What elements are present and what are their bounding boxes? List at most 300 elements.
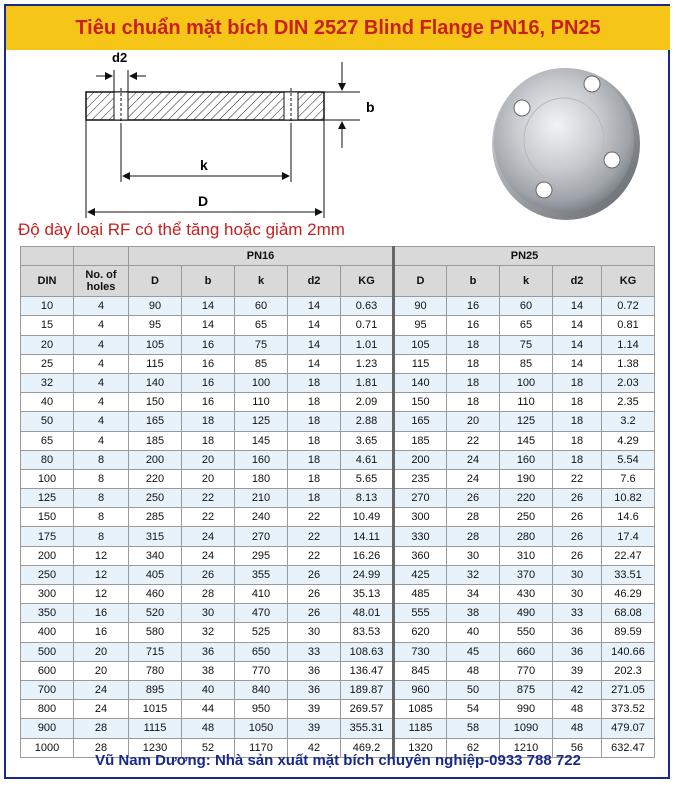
table-cell: 48 — [182, 719, 235, 738]
table-cell: 65 — [500, 316, 553, 335]
table-cell: 105 — [394, 335, 447, 354]
table-cell: 16 — [74, 604, 129, 623]
table-cell: 32 — [182, 623, 235, 642]
table-row — [21, 546, 655, 565]
table-cell: 16 — [182, 354, 235, 373]
table-cell: 0.72 — [602, 297, 655, 316]
table-cell: 39 — [288, 719, 341, 738]
table-cell: 220 — [500, 489, 553, 508]
table-cell: 30 — [553, 565, 602, 584]
table-cell: 200 — [21, 546, 74, 565]
table-cell: 90 — [129, 297, 182, 316]
table-cell: 840 — [235, 680, 288, 699]
table-cell: 1.38 — [602, 354, 655, 373]
table-cell: 28 — [74, 719, 129, 738]
table-cell: 24 — [182, 546, 235, 565]
table-cell: 75 — [500, 335, 553, 354]
table-cell: 845 — [394, 661, 447, 680]
table-cell: 14 — [288, 316, 341, 335]
table-cell: 24 — [74, 680, 129, 699]
table-row — [21, 297, 655, 316]
column-header: KG — [341, 266, 394, 297]
table-cell: 202.3 — [602, 661, 655, 680]
table-cell: 8 — [74, 508, 129, 527]
table-cell: 95 — [394, 316, 447, 335]
table-cell: 15 — [21, 316, 74, 335]
table-cell: 8 — [74, 527, 129, 546]
table-cell: 90 — [394, 297, 447, 316]
table-cell: 1170 — [235, 738, 288, 757]
table-cell: 145 — [500, 431, 553, 450]
table-cell: 140 — [129, 373, 182, 392]
table-cell: 430 — [500, 585, 553, 604]
table-cell: 24 — [447, 469, 500, 488]
table-cell: 1185 — [394, 719, 447, 738]
table-cell: 30 — [288, 623, 341, 642]
table-cell: 25 — [21, 354, 74, 373]
table-cell: 485 — [394, 585, 447, 604]
table-cell: 4 — [74, 297, 129, 316]
table-cell: 20 — [21, 335, 74, 354]
table-cell: 24 — [447, 450, 500, 469]
table-cell: 14 — [288, 335, 341, 354]
table-cell: 140 — [394, 373, 447, 392]
table-cell: 18 — [288, 450, 341, 469]
table-cell: 270 — [235, 527, 288, 546]
table-cell: 220 — [129, 469, 182, 488]
table-cell: 22 — [182, 508, 235, 527]
table-cell: 400 — [21, 623, 74, 642]
table-row — [21, 431, 655, 450]
table-cell: 14.11 — [341, 527, 394, 546]
table-cell: 800 — [21, 700, 74, 719]
table-cell: 24 — [74, 700, 129, 719]
table-cell: 280 — [500, 527, 553, 546]
table-row — [21, 393, 655, 412]
table-cell: 36 — [553, 623, 602, 642]
table-cell: 1.01 — [341, 335, 394, 354]
table-row — [21, 316, 655, 335]
table-cell: 150 — [129, 393, 182, 412]
table-cell: 285 — [129, 508, 182, 527]
table-cell: 24 — [182, 527, 235, 546]
table-cell: 125 — [500, 412, 553, 431]
table-cell: 18 — [288, 373, 341, 392]
page-title: Tiêu chuẩn mặt bích DIN 2527 Blind Flange PN16, PN25 — [75, 16, 601, 39]
table-cell: 730 — [394, 642, 447, 661]
table-cell: 8 — [74, 489, 129, 508]
table-cell: 62 — [447, 738, 500, 757]
table-cell: 373.52 — [602, 700, 655, 719]
table-cell: 40 — [21, 393, 74, 412]
table-cell: 632.47 — [602, 738, 655, 757]
table-cell: 175 — [21, 527, 74, 546]
table-cell: 36 — [553, 642, 602, 661]
table-cell: 5.65 — [341, 469, 394, 488]
table-cell: 18 — [447, 393, 500, 412]
table-cell: 26 — [553, 546, 602, 565]
table-cell: 18 — [447, 373, 500, 392]
group-header-pn16: PN16 — [129, 247, 394, 266]
table-cell: 42 — [553, 680, 602, 699]
table-cell: 2.35 — [602, 393, 655, 412]
table-cell: 44 — [182, 700, 235, 719]
table-row — [21, 335, 655, 354]
table-cell: 4 — [74, 393, 129, 412]
table-cell: 20 — [447, 412, 500, 431]
table-cell: 500 — [21, 642, 74, 661]
table-cell: 300 — [21, 585, 74, 604]
table-row — [21, 623, 655, 642]
table-cell: 30 — [447, 546, 500, 565]
table-cell: 18 — [182, 412, 235, 431]
table-cell: 525 — [235, 623, 288, 642]
table-cell: 108.63 — [341, 642, 394, 661]
table-cell: 185 — [394, 431, 447, 450]
table-cell: 38 — [447, 604, 500, 623]
table-cell: 14 — [553, 335, 602, 354]
table-cell: 410 — [235, 585, 288, 604]
header-spacer — [21, 247, 74, 266]
table-cell: 22 — [288, 508, 341, 527]
table-row — [21, 585, 655, 604]
column-header: d2 — [553, 266, 602, 297]
table-cell: 65 — [235, 316, 288, 335]
table-cell: 700 — [21, 680, 74, 699]
table-cell: 48 — [447, 661, 500, 680]
table-cell: 295 — [235, 546, 288, 565]
flange-spec-table — [20, 246, 655, 758]
table-cell: 18 — [288, 489, 341, 508]
table-cell: 650 — [235, 642, 288, 661]
table-cell: 1090 — [500, 719, 553, 738]
table-cell: 600 — [21, 661, 74, 680]
table-group-header-row — [21, 247, 655, 266]
footer-contact: Vũ Nam Dương: Nhà sản xuất mặt bích chuyên nghiệp-0933 788 722 — [95, 752, 581, 769]
table-cell: 14 — [288, 297, 341, 316]
table-cell: 900 — [21, 719, 74, 738]
table-cell: 26 — [288, 565, 341, 584]
table-cell: 115 — [394, 354, 447, 373]
table-cell: 36 — [288, 661, 341, 680]
column-header: b — [182, 266, 235, 297]
table-cell: 28 — [74, 738, 129, 757]
table-cell: 26 — [553, 527, 602, 546]
table-row — [21, 700, 655, 719]
table-cell: 105 — [129, 335, 182, 354]
title-banner — [6, 6, 670, 50]
table-cell: 360 — [394, 546, 447, 565]
table-cell: 100 — [235, 373, 288, 392]
table-cell: 60 — [235, 297, 288, 316]
table-cell: 100 — [21, 469, 74, 488]
table-cell: 18 — [553, 373, 602, 392]
table-cell: 960 — [394, 680, 447, 699]
table-row — [21, 604, 655, 623]
table-cell: 16 — [447, 297, 500, 316]
table-cell: 33.51 — [602, 565, 655, 584]
table-cell: 315 — [129, 527, 182, 546]
table-cell: 20 — [74, 661, 129, 680]
table-cell: 250 — [21, 565, 74, 584]
table-cell: 8.13 — [341, 489, 394, 508]
table-cell: 39 — [288, 700, 341, 719]
column-header: b — [447, 266, 500, 297]
table-cell: 310 — [500, 546, 553, 565]
table-cell: 479.07 — [602, 719, 655, 738]
table-cell: 190 — [500, 469, 553, 488]
b-label: b — [366, 99, 375, 115]
column-header: D — [394, 266, 447, 297]
table-cell: 555 — [394, 604, 447, 623]
table-cell: 28 — [447, 527, 500, 546]
column-header: KG — [602, 266, 655, 297]
table-cell: 1050 — [235, 719, 288, 738]
table-cell: 770 — [500, 661, 553, 680]
table-cell: 18 — [182, 431, 235, 450]
table-row — [21, 373, 655, 392]
table-cell: 1015 — [129, 700, 182, 719]
table-cell: 8 — [74, 469, 129, 488]
table-cell: 355.31 — [341, 719, 394, 738]
table-cell: 14 — [553, 297, 602, 316]
flange-cross-section-drawing — [70, 48, 400, 223]
column-header: No. of holes — [74, 266, 129, 297]
table-cell: 1230 — [129, 738, 182, 757]
table-cell: 18 — [447, 335, 500, 354]
table-row — [21, 565, 655, 584]
table-cell: 16 — [74, 623, 129, 642]
table-cell: 1.81 — [341, 373, 394, 392]
table-cell: 269.57 — [341, 700, 394, 719]
table-cell: 36 — [288, 680, 341, 699]
table-cell: 4 — [74, 373, 129, 392]
table-cell: 200 — [129, 450, 182, 469]
table-cell: 160 — [500, 450, 553, 469]
header-spacer — [74, 247, 129, 266]
table-cell: 4.61 — [341, 450, 394, 469]
table-cell: 10.82 — [602, 489, 655, 508]
table-cell: 80 — [21, 450, 74, 469]
table-cell: 24.99 — [341, 565, 394, 584]
table-cell: 22 — [288, 546, 341, 565]
table-cell: 0.81 — [602, 316, 655, 335]
table-cell: 48 — [553, 700, 602, 719]
table-cell: 140.66 — [602, 642, 655, 661]
table-cell: 150 — [21, 508, 74, 527]
table-cell: 0.71 — [341, 316, 394, 335]
table-cell: 65 — [21, 431, 74, 450]
table-cell: 30 — [553, 585, 602, 604]
table-cell: 34 — [447, 585, 500, 604]
table-cell: 26 — [553, 508, 602, 527]
table-cell: 150 — [394, 393, 447, 412]
table-column-header-row — [21, 266, 655, 297]
table-cell: 54 — [447, 700, 500, 719]
table-cell: 10.49 — [341, 508, 394, 527]
table-cell: 14 — [182, 316, 235, 335]
thickness-note: Độ dày loại RF có thể tăng hoặc giảm 2mm — [18, 220, 345, 239]
table-cell: 40 — [447, 623, 500, 642]
table-cell: 22 — [182, 489, 235, 508]
table-cell: 85 — [500, 354, 553, 373]
table-cell: 180 — [235, 469, 288, 488]
table-cell: 16 — [182, 393, 235, 412]
table-cell: 12 — [74, 565, 129, 584]
table-cell: 110 — [500, 393, 553, 412]
table-cell: 28 — [182, 585, 235, 604]
table-cell: 26 — [182, 565, 235, 584]
table-row — [21, 719, 655, 738]
table-cell: 520 — [129, 604, 182, 623]
table-cell: 58 — [447, 719, 500, 738]
table-cell: 5.54 — [602, 450, 655, 469]
table-cell: 340 — [129, 546, 182, 565]
table-cell: 875 — [500, 680, 553, 699]
table-cell: 250 — [129, 489, 182, 508]
table-cell: 22.47 — [602, 546, 655, 565]
table-cell: 52 — [182, 738, 235, 757]
table-cell: 136.47 — [341, 661, 394, 680]
table-cell: 14 — [553, 354, 602, 373]
table-row — [21, 450, 655, 469]
table-cell: 50 — [21, 412, 74, 431]
table-cell: 490 — [500, 604, 553, 623]
table-row — [21, 661, 655, 680]
table-cell: 68.08 — [602, 604, 655, 623]
table-cell: 16.26 — [341, 546, 394, 565]
table-cell: 83.53 — [341, 623, 394, 642]
table-cell: 185 — [129, 431, 182, 450]
table-cell: 240 — [235, 508, 288, 527]
table-cell: 26 — [288, 604, 341, 623]
table-row — [21, 680, 655, 699]
table-body — [21, 297, 655, 758]
table-cell: 2.09 — [341, 393, 394, 412]
table-cell: 8 — [74, 450, 129, 469]
table-cell: 30 — [182, 604, 235, 623]
table-cell: 125 — [235, 412, 288, 431]
table-row — [21, 489, 655, 508]
table-cell: 16 — [182, 335, 235, 354]
table-row — [21, 354, 655, 373]
table-cell: 4 — [74, 335, 129, 354]
table-cell: 189.87 — [341, 680, 394, 699]
table-cell: 1115 — [129, 719, 182, 738]
column-header: d2 — [288, 266, 341, 297]
table-row — [21, 412, 655, 431]
table-cell: 89.59 — [602, 623, 655, 642]
table-cell: 405 — [129, 565, 182, 584]
table-cell: 12 — [74, 546, 129, 565]
table-cell: 14.6 — [602, 508, 655, 527]
table-cell: 36 — [182, 642, 235, 661]
table-row — [21, 469, 655, 488]
table-cell: 39 — [553, 661, 602, 680]
table-cell: 660 — [500, 642, 553, 661]
table-cell: 350 — [21, 604, 74, 623]
table-cell: 1320 — [394, 738, 447, 757]
table-cell: 18 — [447, 354, 500, 373]
table-cell: 48 — [553, 719, 602, 738]
table-cell: 26 — [553, 489, 602, 508]
table-cell: 895 — [129, 680, 182, 699]
table-cell: 271.05 — [602, 680, 655, 699]
table-cell: 17.4 — [602, 527, 655, 546]
table-cell: 950 — [235, 700, 288, 719]
table-cell: 425 — [394, 565, 447, 584]
table-cell: 250 — [500, 508, 553, 527]
table-row — [21, 642, 655, 661]
table-cell: 115 — [129, 354, 182, 373]
table-cell: 1210 — [500, 738, 553, 757]
table-cell: 145 — [235, 431, 288, 450]
table-cell: 16 — [447, 316, 500, 335]
table-cell: 110 — [235, 393, 288, 412]
table-cell: 95 — [129, 316, 182, 335]
table-cell: 22 — [288, 527, 341, 546]
table-cell: 550 — [500, 623, 553, 642]
table-cell: 770 — [235, 661, 288, 680]
table-cell: 16 — [182, 373, 235, 392]
table-cell: 33 — [288, 642, 341, 661]
table-cell: 22 — [447, 431, 500, 450]
table-cell: 75 — [235, 335, 288, 354]
table-cell: 330 — [394, 527, 447, 546]
table-cell: 46.29 — [602, 585, 655, 604]
column-header: k — [235, 266, 288, 297]
table-cell: 18 — [288, 412, 341, 431]
table-cell: 32 — [21, 373, 74, 392]
table-cell: 85 — [235, 354, 288, 373]
table-cell: 0.63 — [341, 297, 394, 316]
table-cell: 18 — [288, 393, 341, 412]
D-label: D — [198, 193, 209, 209]
table-cell: 3.65 — [341, 431, 394, 450]
table-cell: 26 — [447, 489, 500, 508]
table-cell: 20 — [74, 642, 129, 661]
table-cell: 14 — [553, 316, 602, 335]
table-cell: 26 — [288, 585, 341, 604]
table-cell: 56 — [553, 738, 602, 757]
table-cell: 235 — [394, 469, 447, 488]
table-cell: 60 — [500, 297, 553, 316]
table-cell: 1000 — [21, 738, 74, 757]
table-cell: 4.29 — [602, 431, 655, 450]
table-cell: 42 — [288, 738, 341, 757]
table-row — [21, 527, 655, 546]
table-cell: 355 — [235, 565, 288, 584]
table-cell: 7.6 — [602, 469, 655, 488]
table-cell: 1085 — [394, 700, 447, 719]
table-cell: 580 — [129, 623, 182, 642]
table-cell: 620 — [394, 623, 447, 642]
table-cell: 165 — [394, 412, 447, 431]
table-cell: 2.03 — [602, 373, 655, 392]
table-cell: 300 — [394, 508, 447, 527]
d2-label: d2 — [112, 50, 128, 65]
column-header: D — [129, 266, 182, 297]
table-cell: 40 — [182, 680, 235, 699]
table-cell: 125 — [21, 489, 74, 508]
table-cell: 10 — [21, 297, 74, 316]
table-cell: 20 — [182, 469, 235, 488]
table-cell: 12 — [74, 585, 129, 604]
table-cell: 1.23 — [341, 354, 394, 373]
table-cell: 18 — [553, 393, 602, 412]
blind-flange-photo — [488, 62, 642, 222]
column-header: k — [500, 266, 553, 297]
